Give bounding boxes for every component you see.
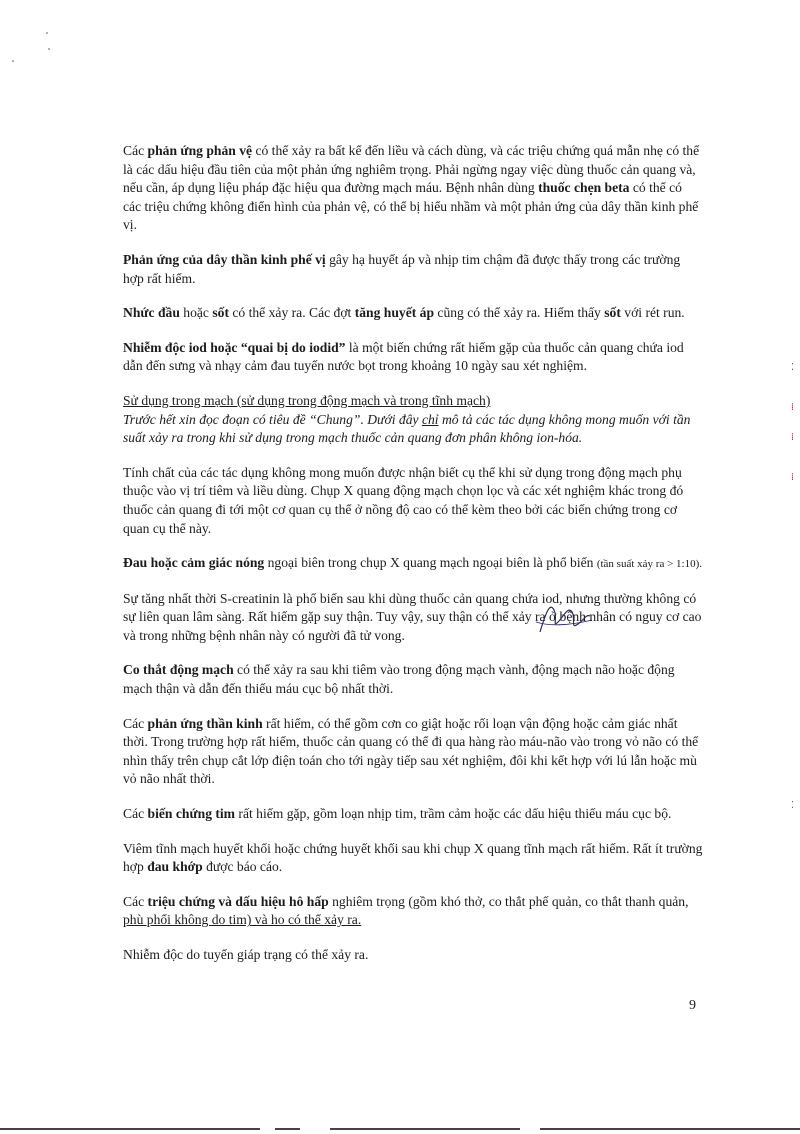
bold-term: tăng huyết áp bbox=[354, 305, 435, 321]
text: có thể xảy ra bất kể đến liều và cách dùng, và các triệu chứng quá mẫn nhẹ có thể là các dấu hiệu đầu tiên của một phản ứng nghiêm trọng. Phải ngừng ngay việc dùng thuốc cản quang và, nếu cần, áp dụng liệu pháp đặc hiệu qua đường mạch máu. Bệnh nhân dùng bbox=[123, 143, 700, 196]
text: nghiêm trọng (gồm khó thở, co thắt phế quản, co thắt thanh quản, bbox=[328, 893, 689, 909]
text: có thể xảy ra sau khi tiêm vào trong động mạch vành, động mạch não hoặc động mạch thận và dẫn đến thiếu máu cục bộ nhất thời. bbox=[123, 662, 675, 697]
text: Viêm tĩnh mạch huyết khối hoặc chứng huyết khối sau khi chụp X quang tĩnh mạch rất hiếm. Rất ít trường hợp bbox=[123, 840, 703, 875]
scan-speck bbox=[48, 48, 50, 50]
text: với rét run. bbox=[620, 305, 685, 321]
section-heading: Sử dụng trong mạch (sử dụng trong động mạch và trong tĩnh mạch) bbox=[123, 392, 491, 408]
text: Các bbox=[123, 715, 148, 731]
frequency-note: (tần suất xảy ra > 1:10). bbox=[596, 558, 702, 571]
scan-edge-mark: ⁞ bbox=[790, 432, 794, 443]
paragraph-vagal bbox=[123, 251, 703, 288]
text: hoặc bbox=[179, 305, 213, 321]
italic-text: Trước hết xin đọc đoạn có tiêu đề “Chung”. Dưới đây bbox=[123, 411, 422, 427]
text: có thể có các triệu chứng không điển hình của phản vệ, có thể bị hiểu nhầm và một phản ứng của dây thần kinh phế vị. bbox=[123, 180, 699, 233]
scan-speck bbox=[46, 32, 48, 34]
bold-term: Nhức đầu bbox=[123, 305, 180, 321]
text: Các bbox=[123, 806, 148, 822]
text: có thể xảy ra. Các đợt bbox=[228, 305, 355, 321]
scan-edge-mark: ⁚ bbox=[790, 800, 794, 811]
bold-term: Phản ứng của dây thần kinh phế vị bbox=[123, 251, 326, 267]
paragraph-pain-heat bbox=[123, 554, 703, 574]
bold-term: Co thắt động mạch bbox=[123, 662, 234, 678]
paragraph-neurological bbox=[123, 715, 703, 789]
bold-term: Nhiễm độc iod hoặc “quai bị do iodid” bbox=[123, 339, 346, 355]
bold-term: phản ứng phản vệ bbox=[147, 143, 253, 158]
text: được báo cáo. bbox=[202, 859, 283, 875]
paragraph-intravascular bbox=[123, 392, 703, 448]
bold-term: thuốc chẹn beta bbox=[538, 180, 630, 196]
text: Các bbox=[123, 893, 148, 909]
text: Các bbox=[123, 143, 148, 158]
paragraph-creatinine: Sự tăng nhất thời S-creatinin là phổ biến sau khi dùng thuốc cản quang chứa iod, nhưng thường không có sự liên quan lâm sàng. Rất hiếm gặp suy thận. Tuy vậy, suy thận có thể xảy ra ở bệnh nhân có nguy cơ cao và trong những bệnh nhân này có người đã tử vong. bbox=[123, 590, 702, 643]
footer-rule bbox=[0, 1128, 800, 1130]
scan-speck bbox=[12, 60, 14, 62]
scan-edge-mark: ⁞ bbox=[790, 472, 794, 483]
document-body bbox=[123, 142, 703, 965]
bold-term: sốt bbox=[604, 305, 621, 321]
text: gây hạ huyết áp và nhịp tim chậm đã được thấy trong các trường hợp rất hiếm. bbox=[123, 251, 681, 286]
scan-edge-mark: ⁚ bbox=[790, 362, 794, 373]
paragraph-arterial-spasm bbox=[123, 661, 703, 698]
bold-term: Đau hoặc cảm giác nóng bbox=[123, 555, 265, 571]
text: cũng có thể xảy ra. Hiếm thấy bbox=[434, 305, 605, 321]
text: rất hiếm, có thể gồm cơn co giật hoặc rối loạn vận động hoặc cảm giác nhất thời. Trong trường hợp rất hiếm, thuốc cản quang có thể đi qua hàng rào máu-não vào trong vỏ não có thể nhìn thấy trên chụp cắt lớp điện toán cho tới ngày tiếp sau xét nghiệm, đôi khi kết hợp với lú lẫn hoặc mù vỏ não nhất thời. bbox=[123, 715, 699, 787]
paragraph-headache bbox=[123, 304, 703, 323]
bold-term: triệu chứng và dấu hiệu hô hấp bbox=[147, 893, 329, 909]
underlined-text: phù phổi không do tim) và ho có thể xảy ra. bbox=[123, 912, 362, 928]
paragraph-arterial-effects: Tính chất của các tác dụng không mong muốn được nhận biết cụ thể khi sử dụng trong động mạch phụ thuộc vào vị trí tiêm và liều dùng. Chụp X quang động mạch chọn lọc và các xét nghiệm khác trong đó thuốc cản quang đi tới một cơ quan cụ thể ở nồng độ cao có thể kèm theo bởi các biến chứng trong cơ quan cụ thể này. bbox=[123, 464, 684, 536]
paragraph-cardiac bbox=[123, 805, 703, 824]
paragraph-thyroid: Nhiễm độc do tuyến giáp trạng có thể xảy ra. bbox=[123, 947, 369, 962]
bold-term: biến chứng tim bbox=[147, 806, 236, 822]
text: ngoại biên trong chụp X quang mạch ngoại biên là phổ biến bbox=[264, 555, 597, 571]
scan-edge-mark: ⁞ bbox=[790, 402, 794, 413]
paragraph-respiratory bbox=[123, 893, 703, 930]
paragraph-anaphylaxis bbox=[123, 142, 703, 235]
paragraph-iodism bbox=[123, 339, 703, 376]
italic-underlined-text: chỉ bbox=[421, 411, 439, 427]
text: rất hiếm gặp, gồm loạn nhịp tim, trầm cảm hoặc các dấu hiệu thiếu máu cục bộ. bbox=[235, 806, 672, 822]
bold-term: sốt bbox=[212, 305, 229, 321]
page-number: 9 bbox=[689, 998, 696, 1013]
bold-term: phản ứng thần kinh bbox=[147, 715, 263, 731]
bold-term: đau khớp bbox=[147, 859, 203, 875]
text: là một biến chứng rất hiếm gặp của thuốc cản quang chứa iod dẫn đến sưng và nhạy cảm đau tuyến nước bọt trong khoảng 10 ngày sau xét nghiệm. bbox=[123, 339, 684, 374]
italic-text: mô tả các tác dụng không mong muốn với tần suất xảy ra trong khi sử dụng trong mạch thuốc cản quang đơn phân không ion-hóa. bbox=[123, 411, 691, 446]
paragraph-thrombophlebitis bbox=[123, 840, 703, 877]
